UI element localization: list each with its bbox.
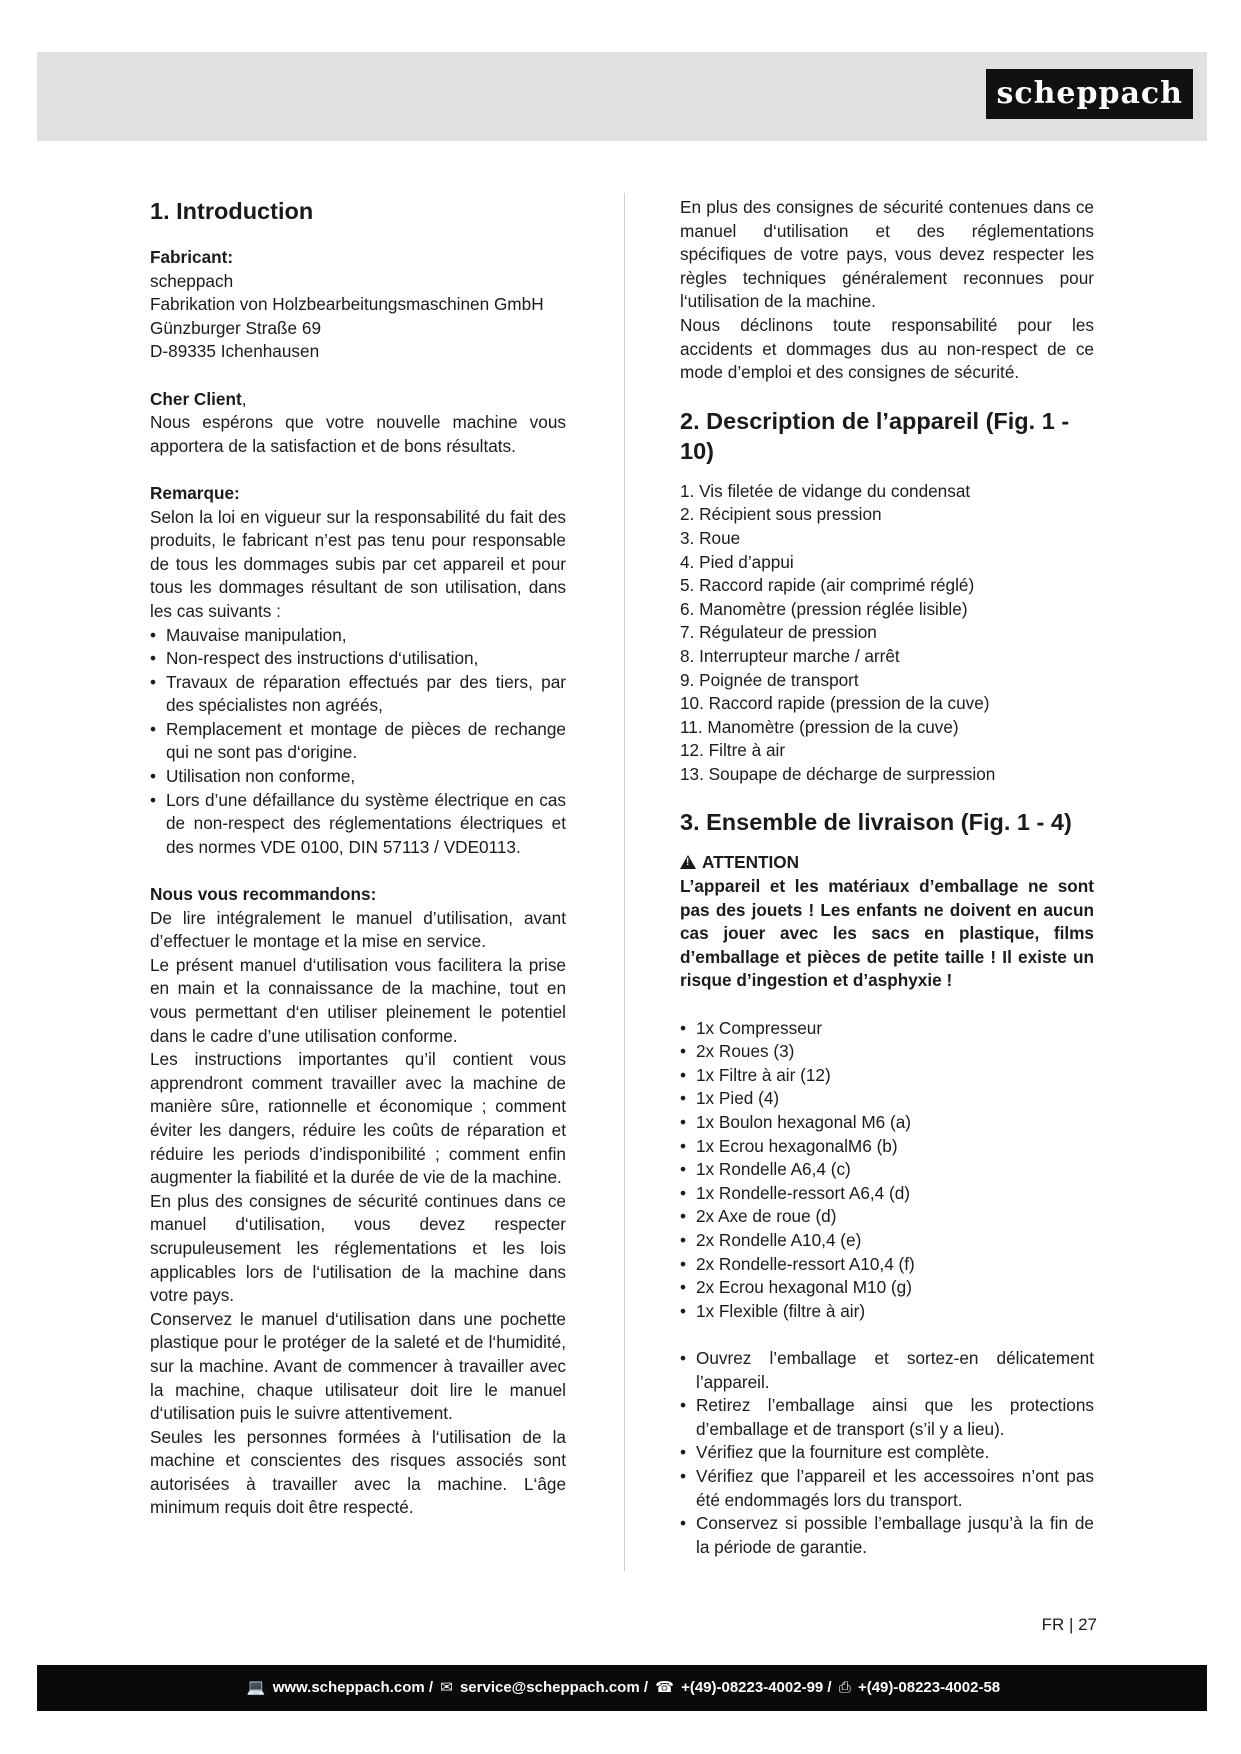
list-item: • 2x Axe de roue (d) [680,1205,1094,1229]
description-list [680,480,1094,787]
recommend-paragraph: Le présent manuel d‘utilisation vous facilitera la prise en main et la connaissance de la machine, tout en vous permettant d‘en utiliser pleinement le potentiel dans le cadre d’une utilisation conforme. [150,954,566,1046]
list-item: • 1x Filtre à air (12) [680,1064,1094,1088]
list-item: • 2x Rondelle A10,4 (e) [680,1229,1094,1253]
dear-customer-heading [150,388,566,412]
list-item: • Retirez l’emballage ainsi que les protections d’emballage et de transport (s’il y a lieu). [680,1394,1094,1441]
list-item: • 1x Rondelle A6,4 (c) [680,1158,1094,1182]
list-item: • 2x Ecrou hexagonal M10 (g) [680,1276,1094,1300]
warning-triangle-icon [680,855,696,869]
page-number: FR | 27 [1041,1615,1097,1634]
list-item: • Ouvrez l’emballage et sortez-en délicatement l’appareil. [680,1347,1094,1394]
list-item: • Vérifiez que l’appareil et les accessoires n’ont pas été endommagés lors du transport. [680,1465,1094,1512]
list-item: 7. Régulateur de pression [680,622,877,643]
footer-phone: +(49)-08223-4002-99 [681,1679,824,1696]
unpack-list [680,1347,1094,1559]
list-item: 3. Roue [680,527,741,548]
footer-fax: +(49)-08223-4002-58 [857,1679,1001,1696]
list-item: • 1x Rondelle-ressort A6,4 (d) [680,1182,1094,1206]
dear-customer-text: Nous espérons que votre nouvelle machine vous apportera de la satisfaction et de bons résultats. [150,412,566,456]
recommend-paragraph: Conservez le manuel d‘utilisation dans une pochette plastique pour le protéger de la saleté et de l‘humidité, sur la machine. Avant de commencer à travailler avec la machine, chaque utilisateur doit lire le manuel d‘utilisation puis le suivre attentivement. [150,1308,566,1424]
list-item: • Mauvaise manipulation, [150,624,566,648]
recommend-paragraph: De lire intégralement le manuel d’utilisation, avant d’effectuer le montage et la mise en service. [150,907,566,952]
manufacturer-label: Fabricant: [150,247,234,267]
list-item: 10. Raccord rapide (pression de la cuve) [680,693,990,714]
footer-website[interactable]: www.scheppach.com [272,1679,425,1696]
remark-label: Remarque: [150,482,240,503]
footer-email[interactable]: service@scheppach.com [459,1679,640,1696]
list-item: • Non-respect des instructions d‘utilisation, [150,647,566,671]
recommend-label: Nous vous recommandons: [150,884,377,905]
list-item: • 1x Boulon hexagonal M6 (a) [680,1111,1094,1135]
page-header [37,52,1207,141]
list-item: 5. Raccord rapide (air comprimé réglé) [680,575,975,596]
delivery-list [680,1017,1094,1324]
fax-icon: ⎙ [838,1679,851,1696]
safety-paragraph: Nous déclinons toute responsabilité pour les accidents et dommages dus au non-respect de ce mode d’emploi et des consignes de sécurité. [680,314,1094,383]
section-title-introduction: 1. Introduction [150,198,314,224]
manufacturer-line: Günzburger Straße 69 [150,317,322,338]
list-item: • Utilisation non conforme, [150,765,566,789]
list-item: • 1x Ecrou hexagonalM6 (b) [680,1135,1094,1159]
list-item: • Travaux de réparation effectués par des tiers, par des spécialistes non agréés, [150,671,566,718]
list-item: • Remplacement et montage de pièces de rechange qui ne sont pas d‘origine. [150,718,566,765]
list-item: 4. Pied d’appui [680,551,794,572]
list-item: 12. Filtre à air [680,740,786,761]
list-item: 8. Interrupteur marche / arrêt [680,645,900,666]
list-item: • 2x Rondelle-ressort A10,4 (f) [680,1253,1094,1277]
computer-icon: 💻 [246,1679,266,1696]
dear-customer-label: Cher Client [150,388,242,409]
list-item: • 1x Compresseur [680,1017,1094,1041]
list-item: • Conservez si possible l’emballage jusqu’à la fin de la période de garantie. [680,1512,1094,1559]
manufacturer-line: Fabrikation von Holzbearbeitungsmaschinen GmbH [150,294,544,315]
section-title-description: 2. Description de l’appareil (Fig. 1 - 10) [680,407,1070,464]
manufacturer-line: D-89335 Ichenhausen [150,341,320,362]
list-item: 13. Soupape de décharge de surpression [680,763,996,784]
scheppach-logo: scheppach [986,69,1193,119]
attention-text: L’appareil et les matériaux d’emballage ne sont pas des jouets ! Les enfants ne doivent en aucun cas jouer avec les sacs en plastique, films d’emballage et pièces de petite taille ! Il existe un risque d’ingestion et d’asphyxie ! [680,876,1094,991]
left-column [150,196,566,1520]
safety-paragraph: En plus des consignes de sécurité contenues dans ce manuel d‘utilisation et des réglementations spécifiques de votre pays, vous devez respecter les règles techniques généralement reconnues pour l‘utilisation de la machine. [680,197,1094,312]
page-footer [37,1665,1207,1711]
column-divider [624,193,625,1571]
list-item: • Lors d’une défaillance du système électrique en cas de non-respect des réglementations électriques et des normes VDE 0100, DIN 57113 / VDE0113. [150,789,566,860]
recommend-paragraph: Les instructions importantes qu’il contient vous apprendront comment travailler avec la machine de manière sûre, rationnelle et économique ; comment éviter les dangers, réduire les coûts de réparation et réduire les periods d’indisponibilité ; comment enfin augmenter la fiabilité et la durée de vie de la machine. [150,1049,566,1188]
list-item: • 2x Roues (3) [680,1040,1094,1064]
footer-separator: / [823,1679,836,1696]
attention-heading [680,851,1094,875]
attention-label: ATTENTION [702,852,800,873]
remark-list [150,624,566,860]
email-icon: ✉ [440,1679,453,1696]
list-item: • 1x Pied (4) [680,1087,1094,1111]
remark-text: Selon la loi en vigueur sur la responsabilité du fait des produits, le fabricant n’est pas tenu pour responsable de tous les dommages subis par cet appareil et pour tous les dommages résultant de son utilisation, dans les cas suivants : [150,506,566,621]
phone-icon: ☎ [655,1679,674,1696]
dear-customer-comma: , [241,388,247,409]
list-item: • 1x Flexible (filtre à air) [680,1300,1094,1324]
list-item: 1. Vis filetée de vidange du condensat [680,480,971,501]
section-title-delivery: 3. Ensemble de livraison (Fig. 1 - 4) [680,809,1072,836]
list-item: 6. Manomètre (pression réglée lisible) [680,598,968,619]
recommend-paragraph: En plus des consignes de sécurité continues dans ce manuel d‘utilisation, vous devez respecter scrupuleusement les réglementations et les lois applicables lors de l‘utilisation de la machine dans votre pays. [150,1190,566,1306]
list-item: 2. Récipient sous pression [680,504,882,525]
recommend-paragraph: Seules les personnes formées à l‘utilisation de la machine et conscientes des risques associés sont autorisées à travailler avec la machine. L‘âge minimum requis doit être respecté. [150,1426,566,1518]
list-item: • Vérifiez que la fourniture est complète. [680,1441,1094,1465]
list-item: 9. Poignée de transport [680,669,859,690]
list-item: 11. Manomètre (pression de la cuve) [680,716,959,737]
manufacturer-line: scheppach [150,270,234,291]
footer-separator: / [639,1679,653,1696]
footer-separator: / [424,1679,438,1696]
right-column [680,196,1094,1559]
